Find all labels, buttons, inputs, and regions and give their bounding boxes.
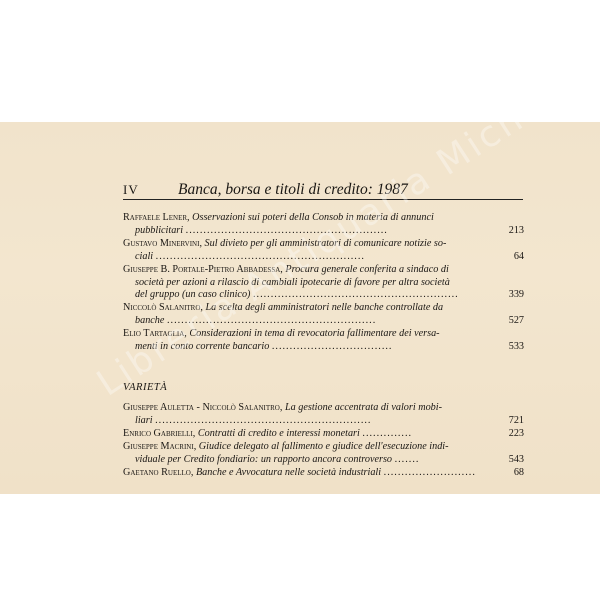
toc-entry: Giuseppe Macrini, Giudice delegato al fallimento e giudice dell'esecuzione indi- viduale per Credito fondiario: un rapporto ancora controverso ....... 543	[123, 441, 524, 465]
page-number: IV	[123, 182, 139, 197]
entry-author: Elio Tartaglia	[123, 328, 185, 339]
entry-page: 527	[508, 314, 524, 326]
entry-title-cont: liari	[135, 414, 153, 426]
entry-page: 213	[508, 224, 524, 236]
entry-page: 721	[508, 414, 524, 426]
toc-entry: Raffaele Lener, Osservazioni sui poteri della Consob in materia di annunci pubblicitari ......................................................... 213	[123, 212, 524, 236]
entry-title-cont: pubblicitari	[135, 224, 184, 236]
header-rule	[123, 199, 523, 200]
entry-title: Procura generale conferita a sindaco di	[285, 264, 449, 275]
entry-author: Giuseppe Auletta - Niccolò Salanitro	[123, 402, 280, 413]
entry-author: Gustavo Minervini	[123, 238, 200, 249]
entry-author: Niccolò Salanitro	[123, 302, 201, 313]
entry-title: Giudice delegato al fallimento e giudice dell'esecuzione indi-	[198, 441, 449, 452]
toc-entry: Enrico Gabrielli, Contratti di credito e interessi monetari .............. 223	[123, 428, 524, 439]
entry-title-cont: società per azioni a rilascio di cambiali ipotecarie di favore per altra società	[135, 276, 450, 288]
entry-title: Sul divieto per gli amministratori di comunicare notizie so-	[204, 238, 447, 249]
page-header	[123, 182, 524, 200]
entry-title-cont: menti in conto corrente bancario	[135, 340, 270, 352]
entry-author: Raffaele Lener	[123, 212, 188, 223]
entry-page: 68	[513, 467, 524, 478]
toc-entry: Gustavo Minervini, Sul divieto per gli amministratori di comunicare notizie so- ciali ........................................................... 64	[123, 238, 524, 262]
entry-author: Enrico Gabrielli	[123, 428, 193, 439]
entry-title: Contratti di credito e interessi monetari	[197, 428, 360, 439]
toc-entry: Niccolò Salanitro, La scelta degli amministratori nelle banche controllate da banche ........................................................... 527	[123, 302, 524, 326]
entry-title: La scelta degli amministratori nelle banche controllate da	[205, 302, 444, 313]
entry-page: 533	[508, 340, 524, 352]
running-title: Banca, borsa e titoli di credito: 1987	[178, 181, 408, 198]
toc-entry: Elio Tartaglia, Considerazioni in tema di revocatoria fallimentare dei versa- menti in conto corrente bancario .................................. 533	[123, 328, 524, 352]
entry-page: 64	[513, 250, 524, 262]
entry-page: 339	[508, 289, 524, 300]
entry-page: 543	[508, 453, 524, 465]
entry-title-cont: banche	[135, 314, 165, 326]
entry-page: 223	[508, 428, 524, 439]
entry-title-cont: ciali	[135, 250, 154, 262]
entry-title: La gestione accentrata di valori mobi-	[284, 402, 442, 413]
entry-author: Giuseppe Macrini	[123, 441, 194, 452]
toc-entry: Giuseppe B. Portale-Pietro Abbadessa, Procura generale conferita a sindaco di società per azioni a rilascio di cambiali ipotecarie di favore per altra società del gruppo (un caso clinico) .......................................................... 339	[123, 264, 524, 300]
entry-title-cont: viduale per Credito fondiario: un rapporto ancora controverso	[135, 453, 393, 465]
toc-entry: Giuseppe Auletta - Niccolò Salanitro, La gestione accentrata di valori mobi- liari ............................................................. 721	[123, 402, 524, 426]
toc-entry: Gaetano Ruello, Banche e Avvocatura nelle società industriali .......................... 68	[123, 467, 524, 478]
entry-title: Banche e Avvocatura nelle società industriali	[195, 467, 382, 478]
section-heading: VARIETÀ	[123, 382, 168, 393]
entry-title-cont: del gruppo (un caso clinico)	[135, 289, 251, 300]
entry-author: Giuseppe B. Portale-Pietro Abbadessa	[123, 264, 281, 275]
entry-title: Osservazioni sui poteri della Consob in materia di annunci	[192, 212, 434, 223]
entry-author: Gaetano Ruello	[123, 467, 191, 478]
entry-title: Considerazioni in tema di revocatoria fallimentare dei versa-	[189, 328, 440, 339]
